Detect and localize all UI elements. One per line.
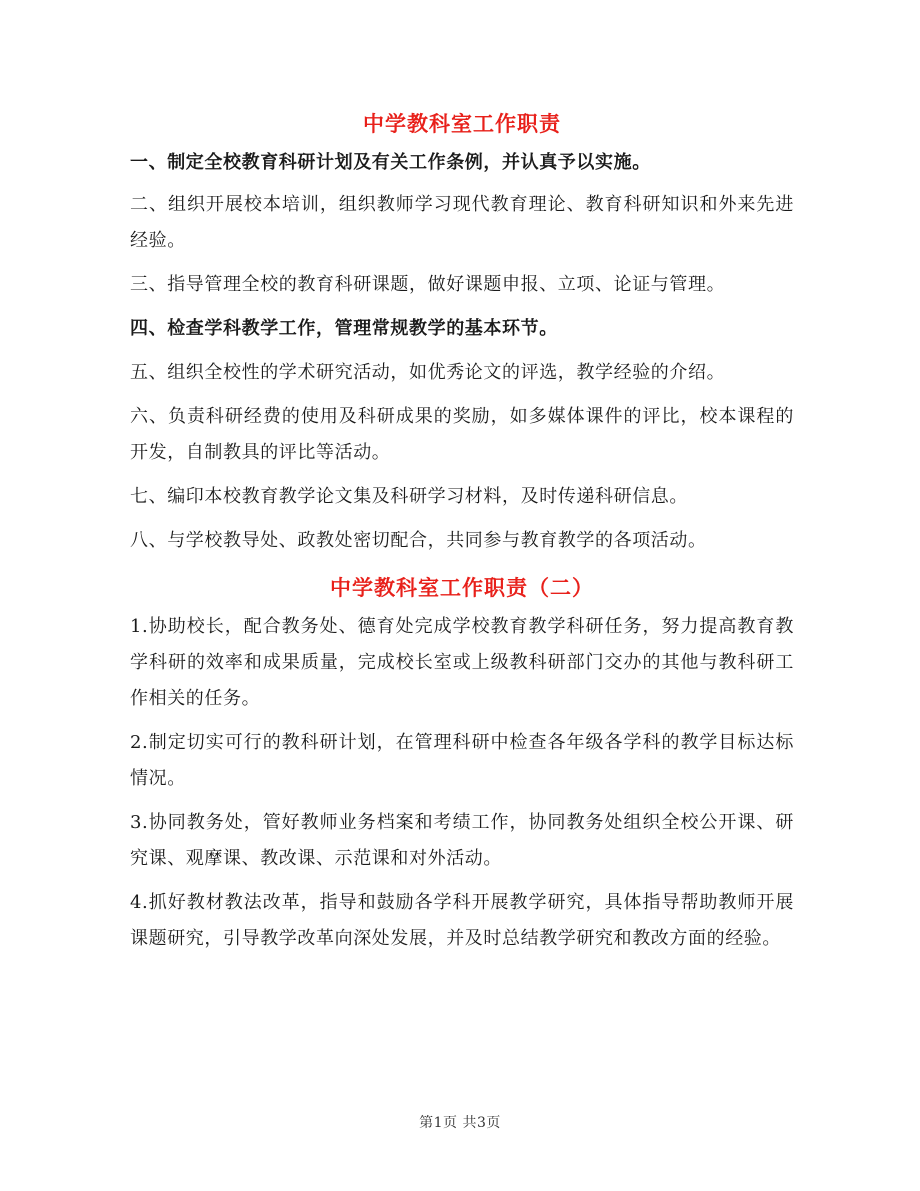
section-1-item-4: 四、检查学科教学工作，管理常规教学的基本环节。 (130, 318, 558, 339)
document-content (130, 103, 794, 965)
section-1-item-7: 七、编印本校教育教学论文集及科研学习材料，及时传递科研信息。 (130, 486, 688, 507)
section-2-item-3: 3.协同教务处，管好教师业务档案和考绩工作，协同教务处组织全校公开课、研究课、观摩课、教改课、示范课和对外活动。 (130, 812, 794, 869)
section-2-item-1: 1.协助校长，配合教务处、德育处完成学校教育教学科研任务，努力提高教育教学科研的效率和成果质量，完成校长室或上级教科研部门交办的其他与教科研工作相关的任务。 (130, 616, 794, 709)
section-1-item-6: 六、负责科研经费的使用及科研成果的奖励，如多媒体课件的评比，校本课程的开发，自制教具的评比等活动。 (130, 406, 794, 463)
section-1-item-1: 一、制定全校教育科研计划及有关工作条例，并认真予以实施。 (130, 152, 651, 173)
section-1-item-2: 二、组织开展校本培训，组织教师学习现代教育理论、教育科研知识和外来先进经验。 (130, 194, 794, 251)
section-1-item-8: 八、与学校教导处、政教处密切配合，共同参与教育教学的各项活动。 (130, 530, 707, 551)
section-2-item-4: 4.抓好教材教法改革，指导和鼓励各学科开展教学研究，具体指导帮助教师开展课题研究，引导教学改革向深处发展，并及时总结教学研究和教改方面的经验。 (130, 892, 794, 949)
section-2-item-2: 2.制定切实可行的教科研计划，在管理科研中检查各年级各学科的教学目标达标情况。 (130, 732, 794, 789)
section-2-title: 中学教科室工作职责（二） (330, 575, 594, 600)
section-1-title: 中学教科室工作职责 (363, 111, 561, 136)
section-1-item-5: 五、组织全校性的学术研究活动，如优秀论文的评选，教学经验的介绍。 (130, 362, 726, 383)
section-1-item-3: 三、指导管理全校的教育科研课题，做好课题申报、立项、论证与管理。 (130, 274, 726, 295)
page-indicator: 第1页 共3页 (419, 1115, 501, 1131)
